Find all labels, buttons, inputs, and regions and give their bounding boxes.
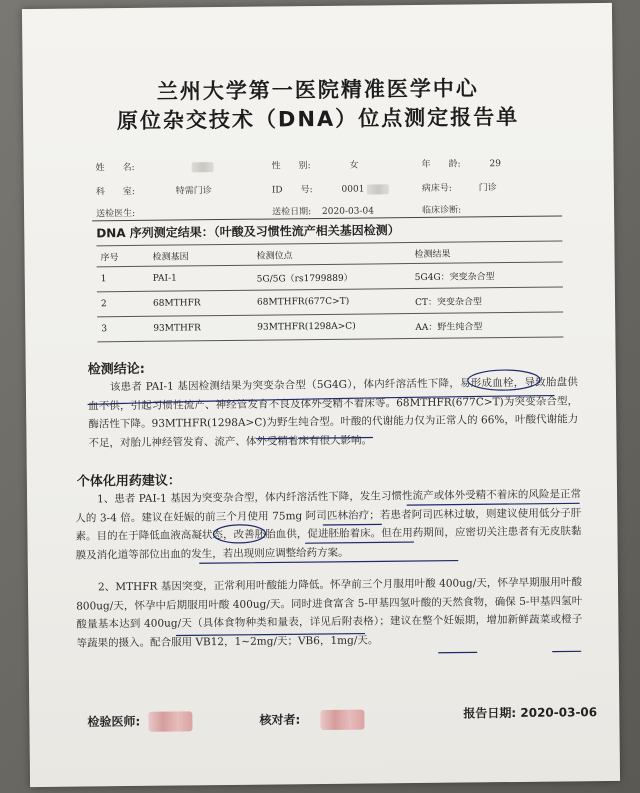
col-header-result: 检测结果: [410, 241, 562, 264]
cell-gene: PAI-1: [149, 265, 253, 291]
report-title-name: 原位杂交技术（DNA）位点测定报告单: [116, 104, 520, 134]
patient-gender-field: [272, 158, 359, 172]
doctor-label: 送检医生:: [96, 208, 136, 220]
patient-bed-value: 门诊: [478, 183, 497, 194]
patient-gender-value: 女: [349, 160, 359, 171]
col-header-site: 检测位点: [252, 243, 410, 266]
patient-bed-label: 病床号:: [421, 183, 452, 194]
advice-paragraph-1: 1、患者 PAI-1 基因为突变杂合型，体内纤溶活性下降，发生习惯性流产或体外受精不着床的风险是正常人的 3-4 倍。建议在妊娠的前三个月使用 75mg 阿司匹林治疗；若患者阿司匹林过敏，则建议使用低分子肝素。目的在于降低血液高凝状态，改善胚胎血供，促进胚胎着床。但在用药期间，应密切关注患者有无皮肤黏膜及消化道等部位出血的发生，若出现则应调整给药方案。: [75, 488, 582, 562]
diagnosis-field: [422, 203, 461, 216]
report-date-field: [463, 703, 597, 721]
patient-dept-field: [96, 183, 212, 197]
cell-gene: 93MTHFR: [149, 315, 253, 341]
table-row: [97, 312, 563, 342]
patient-dept-value: 特需门诊: [175, 186, 212, 197]
patient-name-label: 姓 名:: [95, 162, 135, 174]
inspector-signature: [87, 711, 192, 732]
checker-label: 核对者:: [259, 712, 301, 728]
patient-id-redacted: [367, 184, 389, 194]
conclusion-title: 检测结论:: [87, 361, 146, 378]
cell-site: 68MTHFR(677C>T): [253, 289, 411, 316]
patient-age-label: 年 龄:: [421, 159, 461, 170]
cell-index: 1: [97, 266, 149, 292]
patient-dept-label: 科 室:: [95, 186, 135, 198]
cell-result: AA：野生纯合型: [411, 312, 563, 339]
patient-id-value: 0001: [341, 184, 365, 195]
checker-signature-redacted: [320, 710, 364, 730]
report-date-label: 报告日期:: [463, 705, 517, 721]
patient-age-value: 29: [489, 159, 502, 170]
submit-date-label: 送检日期:: [272, 207, 312, 218]
inspector-signature-redacted: [148, 711, 192, 731]
diagnosis-label: 临床诊断:: [422, 205, 462, 216]
conclusion-text: 该患者 PAI-1 基因检测结果为突变杂合型（5G4G），体内纤溶活性下降，易形成血栓，导致胎盘供血不供，引起习惯性流产、神经管发育不良及体外受精不着床等。68MTHFR(677C>T)为突变杂合型，酶活性下降。93MTHFR(1298A>C)为野生纯合型。叶酸的代谢能力仅为正常人的 66%，叶酸代谢能力不足，对胎儿神经管发育、流产、体外受精着床有很大影响。: [88, 376, 579, 449]
submit-date-field: [272, 203, 374, 217]
inspector-label: 检验医师:: [87, 714, 141, 729]
report-title-institution: 兰州大学第一医院精准医学中心: [156, 76, 479, 104]
report-sheet: [22, 3, 620, 787]
cell-site: 93MTHFR(1298A>C): [253, 314, 411, 341]
patient-name-redacted: [191, 162, 213, 172]
patient-id-field: [272, 181, 390, 195]
col-header-index: 序号: [96, 245, 148, 267]
cell-result: CT：突变杂合型: [411, 287, 563, 314]
patient-bed-field: [422, 180, 497, 194]
dna-results-table: [96, 240, 563, 342]
patient-id-label: ID 号:: [271, 185, 313, 196]
patient-age-field: [422, 156, 502, 170]
col-header-gene: 检测基因: [148, 244, 252, 266]
patient-gender-label: 性 别:: [271, 161, 311, 172]
cell-result: 5G4G：突变杂合型: [411, 262, 563, 289]
cell-gene: 68MTHFR: [149, 290, 253, 316]
cell-index: 2: [97, 291, 149, 317]
checker-signature: [259, 710, 364, 731]
advice-title: 个体化用药建议：: [76, 473, 181, 490]
doctor-field: [96, 206, 135, 219]
patient-name-field: [96, 159, 214, 173]
submit-date-value: 2020-03-04: [321, 206, 374, 217]
advice-paragraph-2: 2、MTHFR 基因突变，正常利用叶酸能力降低。怀孕前三个月服用叶酸 400ug/天，怀孕早期服用叶酸 800ug/天，怀孕中后期服用叶酸 400ug/天。同时进食富含 5-甲基四氢叶酸的天然食物，确保 5-甲基四氢叶酸量基本达到 400ug/天（具体食物种类和量表，详见后附表格）；建议在整个妊娠期，增加新鲜蔬菜或橙子等蔬果的摄入。配合服用 VB12，1~2mg/天；VB6，1mg/天。: [76, 576, 583, 650]
cell-site: 5G/5G（rs1799889）: [253, 264, 411, 291]
dna-results-heading: DNA 序列测定结果：（叶酸及习惯性流产相关基因检测）: [96, 223, 400, 241]
cell-index: 3: [97, 316, 149, 342]
report-date-value: 2020-03-06: [520, 705, 598, 720]
